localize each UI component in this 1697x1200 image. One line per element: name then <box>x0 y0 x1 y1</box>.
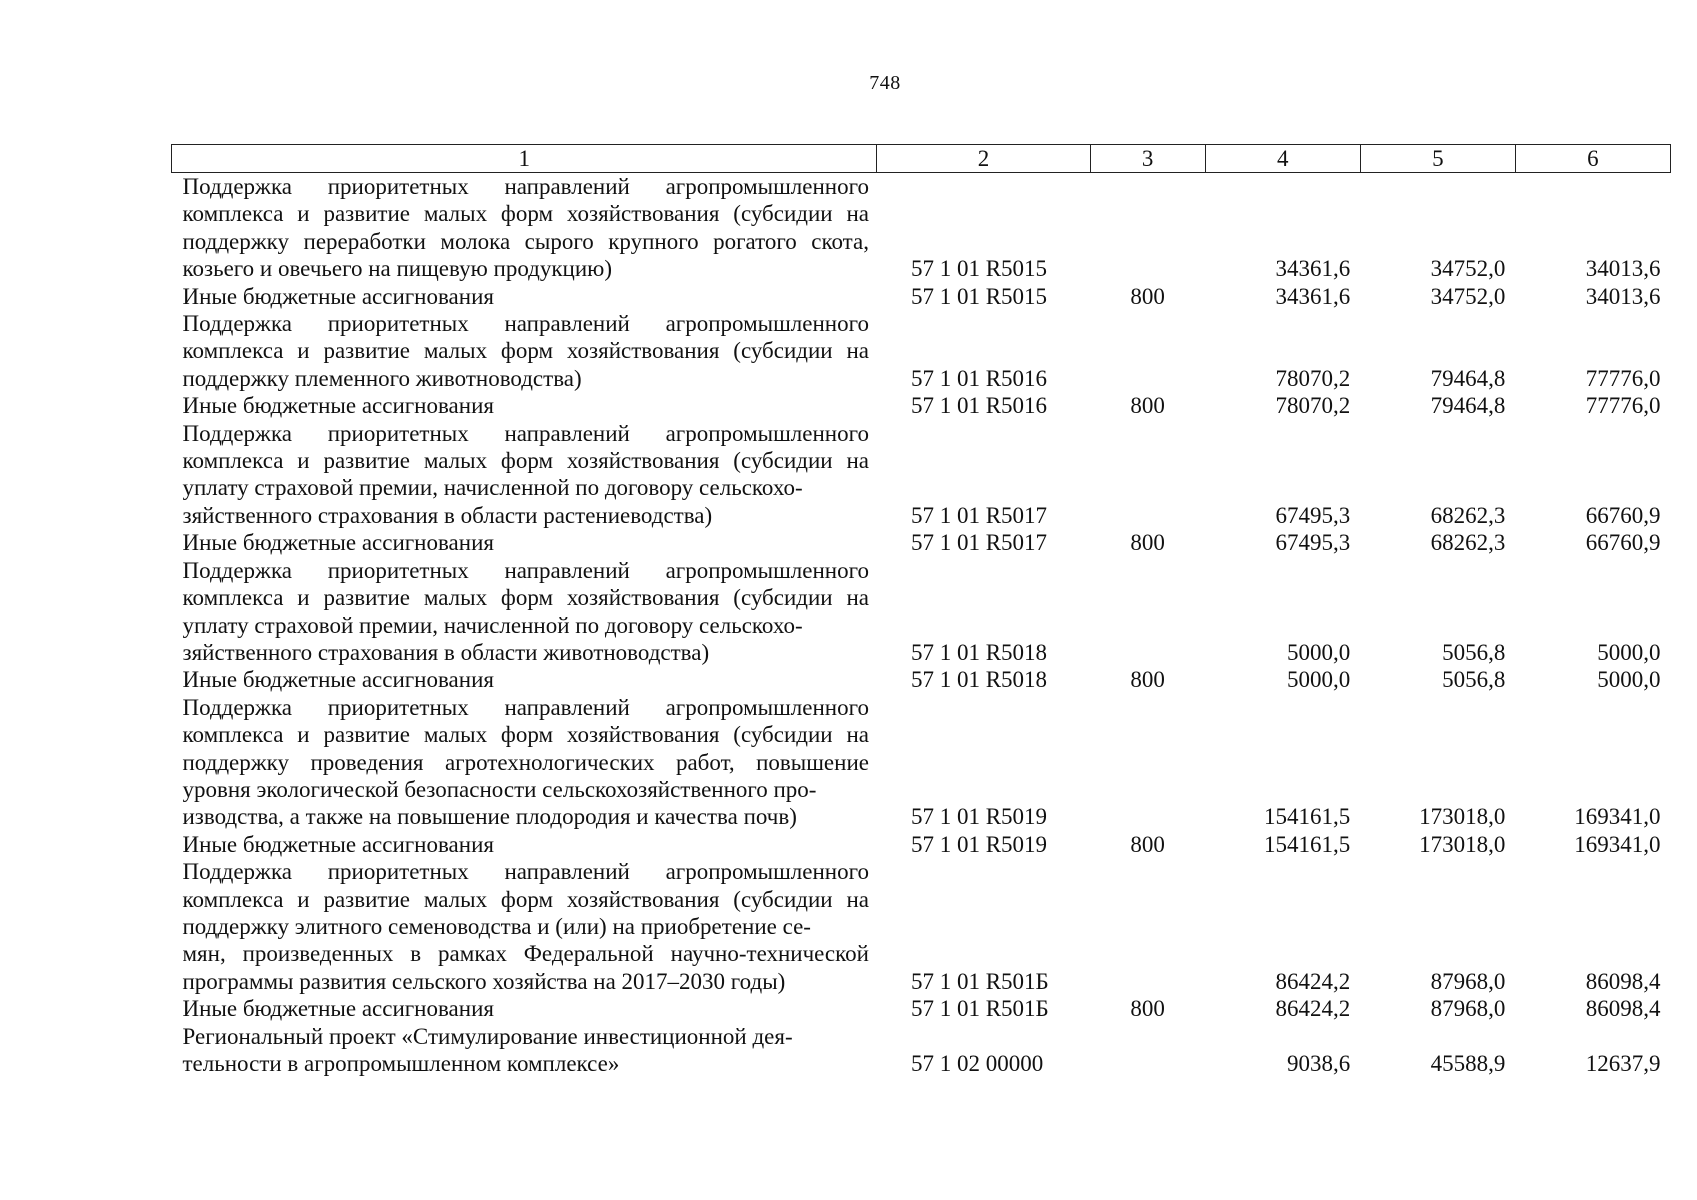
row-amount-1: 5000,0 <box>1287 667 1351 693</box>
row-expense-type <box>1090 1023 1205 1078</box>
row-amount-2: 79464,8 <box>1430 365 1506 391</box>
header-row <box>172 145 1671 173</box>
row-code: 57 1 01 R5015 <box>910 283 1048 309</box>
row-name: Иные бюджетные ассигнования <box>182 831 494 857</box>
row-name: Поддержка приоритетных направлений агропромышленного комплекса и развитие малых форм хозяйствования (субсидии на поддержку племенного животноводства) <box>182 311 869 391</box>
table-row <box>172 310 1671 392</box>
row-code: 57 1 01 R5015 <box>910 256 1048 282</box>
row-name: Поддержка приоритетных направлений агропромышленного комплекса и развитие малых форм хозяйствования (субсидии на уплату страховой премии, начисленной по договору сельскохо- зяйственного страхования в области растениеводства) <box>182 420 869 528</box>
header-col-5: 5 <box>1360 145 1515 173</box>
header-col-3: 3 <box>1090 145 1205 173</box>
row-name: Иные бюджетные ассигнования <box>182 996 494 1022</box>
header-col-6: 6 <box>1515 145 1670 173</box>
row-code: 57 1 01 R5017 <box>910 530 1048 556</box>
budget-table <box>171 144 1671 1077</box>
row-expense-type <box>1090 557 1205 667</box>
row-amount-2: 173018,0 <box>1419 831 1506 857</box>
row-amount-2: 68262,3 <box>1430 502 1506 528</box>
table-row <box>172 995 1671 1022</box>
row-name: Поддержка приоритетных направлений агропромышленного комплекса и развитие малых форм хозяйствования (субсидии на поддержку проведения агротехнологических работ, повышение уровня экологической безопасности сельскохозяйственного про- изводства, а также на повышение плодородия и качества почв) <box>182 694 869 830</box>
row-amount-3: 66760,9 <box>1585 502 1661 528</box>
row-amount-2: 173018,0 <box>1419 804 1506 830</box>
row-amount-1: 67495,3 <box>1275 502 1351 528</box>
row-name: Иные бюджетные ассигнования <box>182 393 494 419</box>
row-amount-1: 78070,2 <box>1275 365 1351 391</box>
row-expense-type <box>1090 420 1205 530</box>
row-expense-type: 800 <box>1130 393 1165 419</box>
row-amount-2: 34752,0 <box>1430 256 1506 282</box>
row-amount-1: 86424,2 <box>1275 996 1351 1022</box>
row-amount-2: 34752,0 <box>1430 283 1506 309</box>
row-expense-type <box>1090 173 1205 283</box>
row-expense-type <box>1090 310 1205 392</box>
page-number: 748 <box>869 72 901 94</box>
row-amount-2: 5056,8 <box>1442 667 1506 693</box>
row-name: Региональный проект «Стимулирование инвестиционной дея- тельности в агропромышленном комплексе» <box>182 1023 793 1076</box>
row-amount-3: 12637,9 <box>1585 1051 1661 1076</box>
row-amount-1: 78070,2 <box>1275 393 1351 419</box>
row-amount-2: 87968,0 <box>1430 968 1506 994</box>
header-col-2: 2 <box>877 145 1090 173</box>
row-amount-1: 34361,6 <box>1275 256 1351 282</box>
row-amount-2: 45588,9 <box>1430 1051 1506 1076</box>
row-amount-3: 77776,0 <box>1585 393 1661 419</box>
row-code: 57 1 01 R5016 <box>910 365 1048 391</box>
row-code: 57 1 01 R501Б <box>910 968 1049 994</box>
row-name: Иные бюджетные ассигнования <box>182 530 494 556</box>
table-row <box>172 666 1671 693</box>
header-col-4: 4 <box>1205 145 1360 173</box>
row-amount-3: 169341,0 <box>1574 804 1661 830</box>
row-amount-1: 5000,0 <box>1287 639 1351 665</box>
row-name: Поддержка приоритетных направлений агропромышленного комплекса и развитие малых форм хозяйствования (субсидии на поддержку элитного семеноводства и (или) на приобретение се- мян, произведенных в рамках Федеральной научно-технической программы развития сельского хозяйства на 2017–2030 годы) <box>182 859 869 994</box>
table-header <box>172 145 1671 173</box>
table-row <box>172 858 1671 995</box>
table-body <box>172 173 1671 1078</box>
row-expense-type: 800 <box>1130 831 1165 857</box>
row-amount-2: 68262,3 <box>1430 530 1506 556</box>
table-row <box>172 694 1671 831</box>
row-code: 57 1 01 R5019 <box>910 831 1048 857</box>
table-row <box>172 1023 1671 1078</box>
row-name: Иные бюджетные ассигнования <box>182 667 494 693</box>
table-row <box>172 173 1671 283</box>
table-row <box>172 283 1671 310</box>
header-col-1: 1 <box>172 145 877 173</box>
row-amount-3: 66760,9 <box>1585 530 1661 556</box>
row-amount-1: 154161,5 <box>1264 804 1351 830</box>
row-name: Иные бюджетные ассигнования <box>182 283 494 309</box>
row-code: 57 1 01 R5016 <box>910 393 1048 419</box>
row-code: 57 1 02 00000 <box>910 1051 1044 1076</box>
row-code: 57 1 01 R5019 <box>910 804 1048 830</box>
row-name: Поддержка приоритетных направлений агропромышленного комплекса и развитие малых форм хозяйствования (субсидии на уплату страховой премии, начисленной по договору сельскохо- зяйственного страхования в области животноводства) <box>182 557 869 665</box>
row-expense-type <box>1090 858 1205 995</box>
row-expense-type <box>1090 694 1205 831</box>
row-amount-2: 87968,0 <box>1430 996 1506 1022</box>
row-amount-3: 34013,6 <box>1585 283 1661 309</box>
row-code: 57 1 01 R501Б <box>910 996 1049 1022</box>
table-row <box>172 392 1671 419</box>
row-amount-2: 5056,8 <box>1442 639 1506 665</box>
row-amount-2: 79464,8 <box>1430 393 1506 419</box>
row-code: 57 1 01 R5017 <box>910 502 1048 528</box>
row-amount-3: 77776,0 <box>1585 365 1661 391</box>
row-code: 57 1 01 R5018 <box>910 639 1048 665</box>
table-row <box>172 557 1671 667</box>
row-amount-3: 86098,4 <box>1585 968 1661 994</box>
row-amount-1: 154161,5 <box>1264 831 1351 857</box>
table-row <box>172 831 1671 858</box>
row-name: Поддержка приоритетных направлений агропромышленного комплекса и развитие малых форм хозяйствования (субсидии на поддержку переработки молока сырого крупного рогатого скота, козьего и овечьего на пищевую продукцию) <box>182 174 869 282</box>
table-row <box>172 420 1671 530</box>
row-expense-type: 800 <box>1130 996 1165 1022</box>
row-amount-3: 5000,0 <box>1597 639 1661 665</box>
table-row <box>172 529 1671 556</box>
row-amount-3: 86098,4 <box>1585 996 1661 1022</box>
row-amount-1: 9038,6 <box>1287 1051 1351 1076</box>
row-amount-1: 67495,3 <box>1275 530 1351 556</box>
row-amount-3: 169341,0 <box>1574 831 1661 857</box>
row-amount-3: 5000,0 <box>1597 667 1661 693</box>
row-expense-type: 800 <box>1130 667 1165 693</box>
row-code: 57 1 01 R5018 <box>910 667 1048 693</box>
row-amount-1: 34361,6 <box>1275 283 1351 309</box>
row-amount-3: 34013,6 <box>1585 256 1661 282</box>
row-expense-type: 800 <box>1130 530 1165 556</box>
row-amount-1: 86424,2 <box>1275 968 1351 994</box>
row-expense-type: 800 <box>1130 283 1165 309</box>
